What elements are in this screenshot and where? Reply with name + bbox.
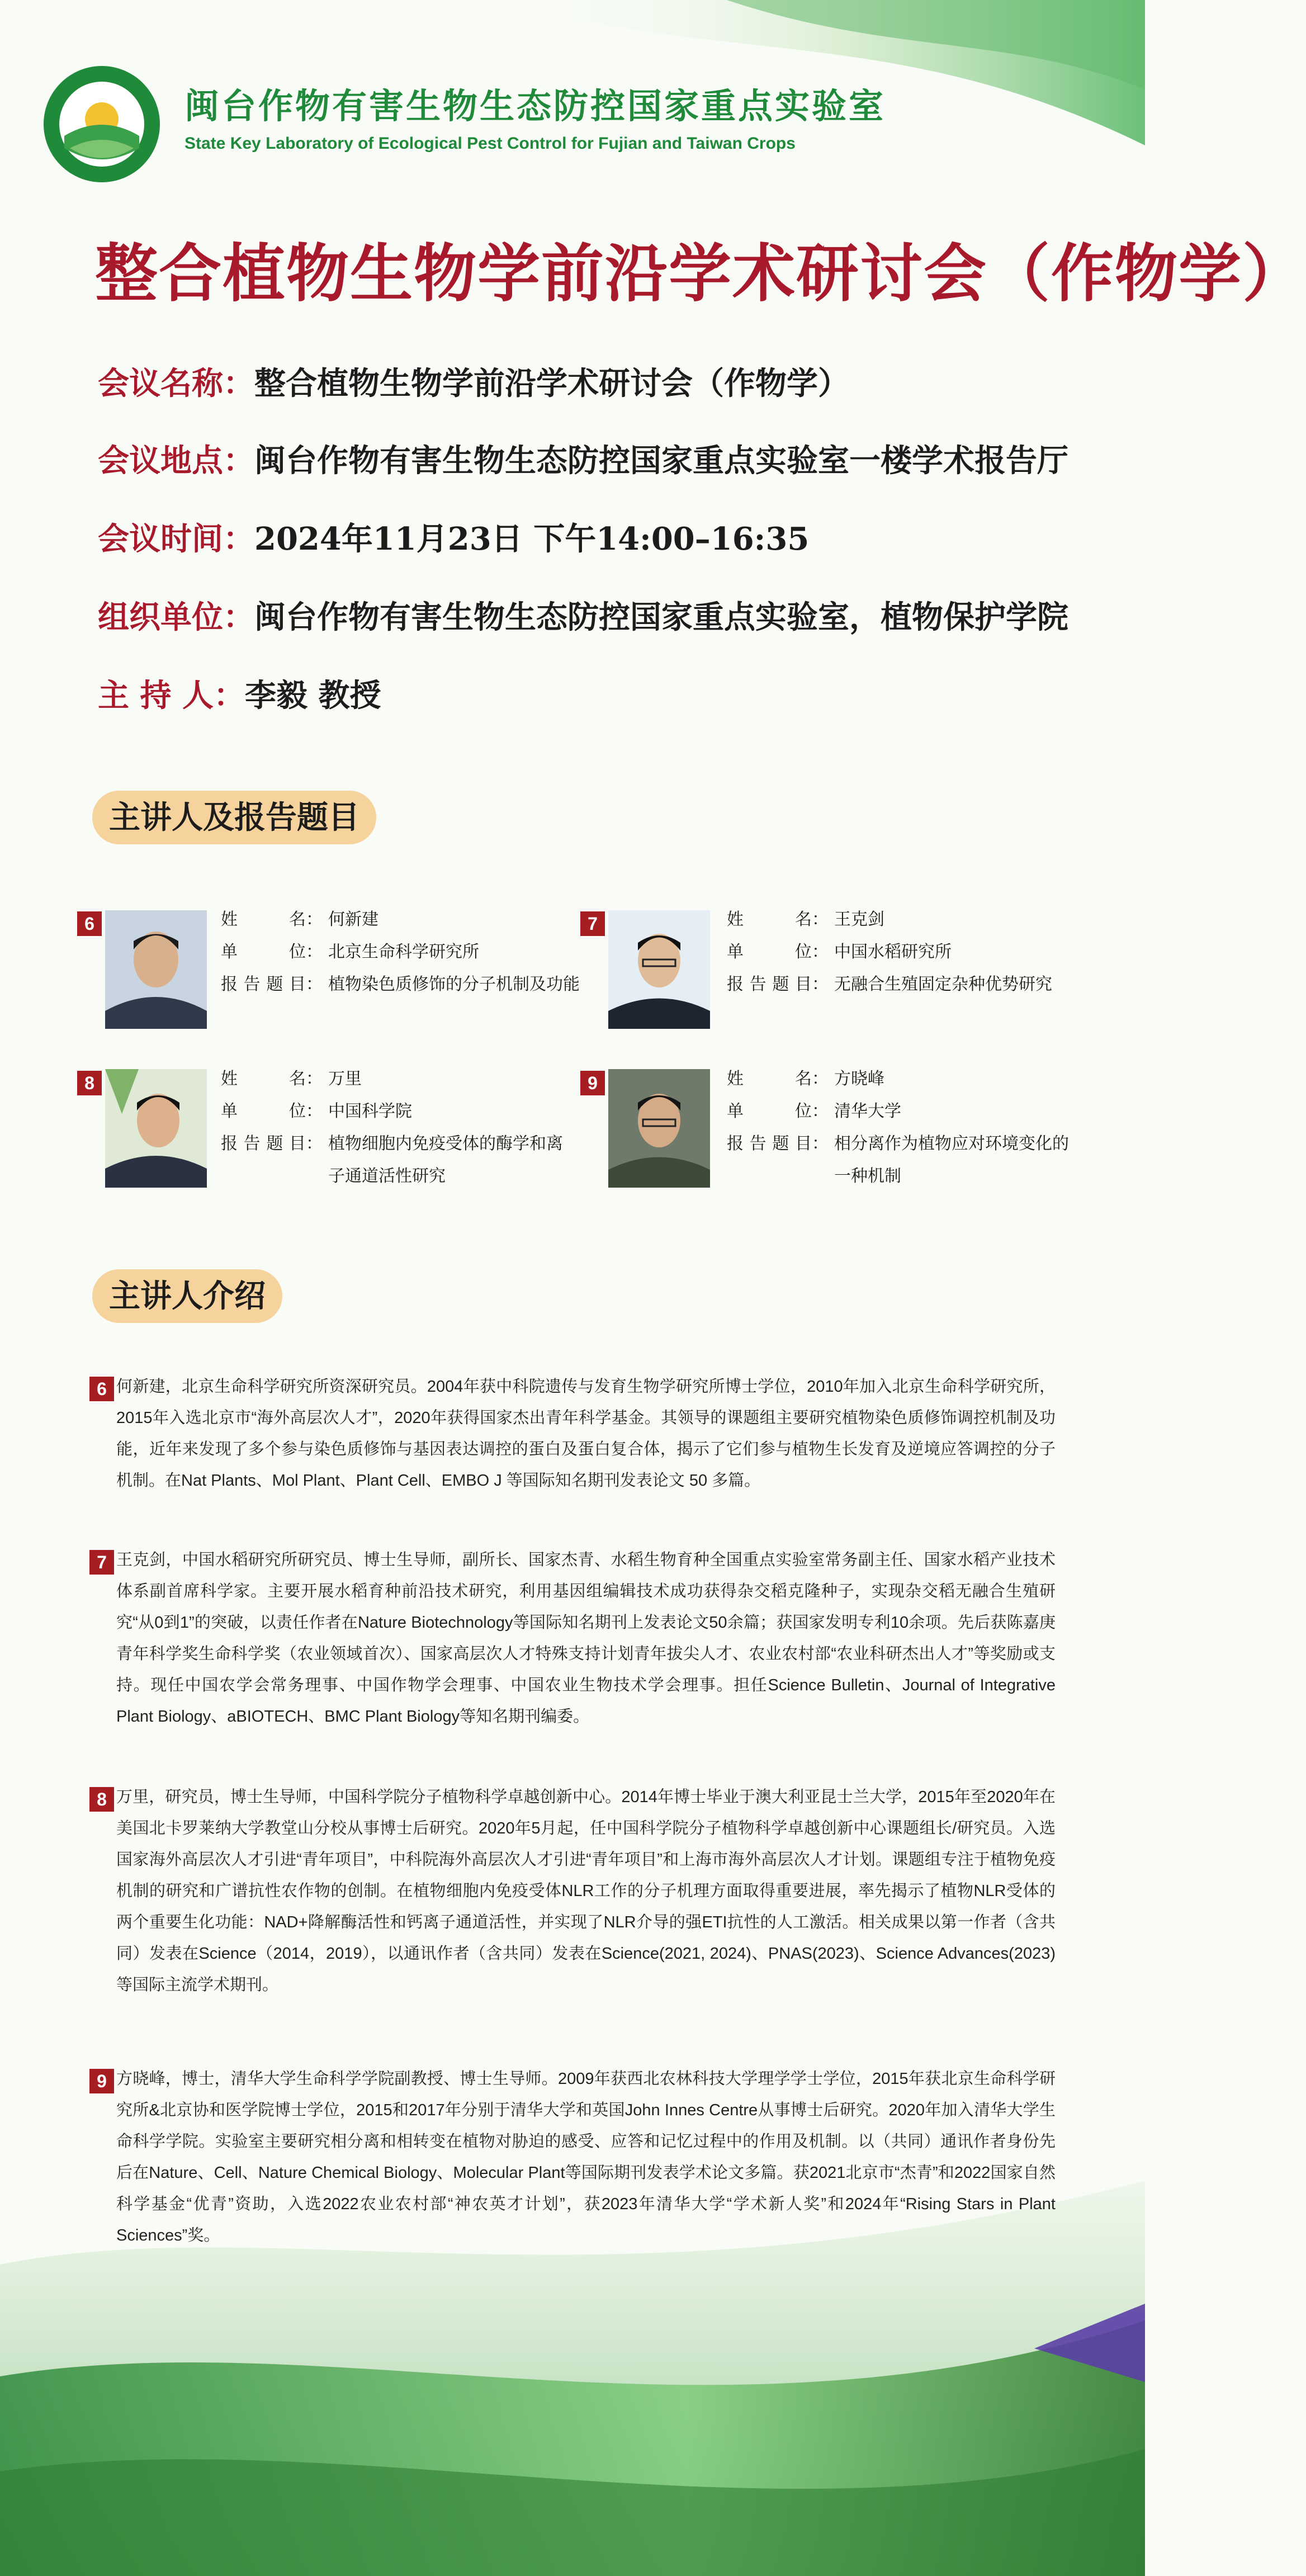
- section-speakers-heading: 主讲人及报告题目: [92, 791, 376, 844]
- info-row-name: [98, 359, 1104, 404]
- speaker-name: 何新建: [328, 910, 378, 929]
- info-row-organizer: [98, 593, 1104, 637]
- info-value: 闽台作物有害生物生态防控国家重点实验室，植物保护学院: [254, 599, 1068, 636]
- bio-number-badge: 6: [89, 1377, 114, 1401]
- speaker-unit-row: 单位： 中国水稻研究所: [727, 941, 952, 963]
- page-title: 整合植物生物学前沿学术研讨会（作物学）: [95, 237, 1306, 310]
- speaker-number-badge: 6: [77, 911, 102, 936]
- speaker-topic: 植物染色质修饰的分子机制及功能: [328, 975, 580, 994]
- field-label: 姓名: [221, 910, 306, 929]
- bio-number-badge: 9: [89, 2069, 114, 2093]
- speaker-name: 王克剑: [834, 910, 884, 929]
- speaker-topic-row: 报告题目： 植物染色质修饰的分子机制及功能: [221, 973, 580, 996]
- lab-logo: [42, 64, 162, 185]
- info-label: 会议名称：: [98, 365, 254, 402]
- speaker-photo: [608, 1069, 710, 1188]
- info-value: 李毅 教授: [245, 677, 381, 714]
- bio-number-badge: 8: [89, 1787, 114, 1812]
- field-label: 姓名: [727, 1069, 812, 1089]
- speaker-unit: 北京生命科学研究所: [328, 942, 479, 962]
- speaker-topic: 植物细胞内免疫受体的酶学和离子通道活性研究: [328, 1134, 563, 1186]
- field-label: 姓名: [221, 1069, 306, 1089]
- bio-paragraph: 万里，研究员，博士生导师，中国科学院分子植物科学卓越创新中心。2014年博士毕业于澳大利亚昆士兰大学，2015年至2020年在美国北卡罗莱纳大学教堂山分校从事博士后研究。2020年5月起，任中国科学院分子植物科学卓越创新中心课题组长/研究员。入选国家海外高层次人才引进“青年项目”，中科院海外高层次人才引进“青年项目”和上海市海外高层次人才计划。课题组专注于植物免疫机制的研究和广谱抗性农作物的创制。在植物细胞内免疫受体NLR工作的分子机理方面取得重要进展，率先揭示了植物NLR受体的两个重要生化功能：NAD+降解酶活性和钙离子通道活性，并实现了NLR介导的强ETI抗性的人工激活。相关成果以第一作者（含共同）发表在Science（2014，2019），以通讯作者（含共同）发表在Science(2021, 2024)、PNAS(2023)、Science Advances(2023)等国际主流学术期刊。: [116, 1788, 1056, 1994]
- info-value: 整合植物生物学前沿学术研讨会（作物学）: [254, 365, 849, 402]
- info-label: 组织单位：: [98, 599, 254, 636]
- speaker-unit-row: 单位： 北京生命科学研究所: [221, 941, 479, 963]
- section-intro-heading: 主讲人介绍: [92, 1269, 282, 1323]
- speaker-topic-row: 报告题目： 相分离作为植物应对环境变化的一种机制: [727, 1133, 1073, 1193]
- speaker-unit: 中国科学院: [328, 1102, 412, 1121]
- speaker-topic: 相分离作为植物应对环境变化的一种机制: [834, 1134, 1069, 1186]
- info-label: 会议时间：: [98, 521, 254, 557]
- speaker-unit: 清华大学: [834, 1102, 901, 1121]
- info-value: 2024年11月23日 下午14:00–16:35: [254, 521, 810, 557]
- field-label: 报告题目: [221, 975, 306, 994]
- info-label: 主 持 人：: [98, 677, 245, 714]
- speaker-name-row: 姓名： 何新建: [221, 909, 378, 931]
- bio-number-badge: 7: [89, 1550, 114, 1575]
- speaker-number-badge: 9: [580, 1071, 605, 1095]
- speaker-name-row: 姓名： 万里: [221, 1068, 362, 1090]
- field-label: 单位: [727, 942, 812, 962]
- info-row-host: [98, 671, 1104, 716]
- info-row-venue: [98, 436, 1104, 481]
- speaker-unit-row: 单位： 清华大学: [727, 1100, 901, 1123]
- speaker-number-badge: 7: [580, 911, 605, 936]
- field-label: 报告题目: [221, 1134, 306, 1154]
- field-label: 报告题目: [727, 975, 812, 994]
- speaker-name-row: 姓名： 王克剑: [727, 909, 884, 931]
- lab-name-en: State Key Laboratory of Ecological Pest Control for Fujian and Taiwan Crops: [184, 134, 796, 153]
- speaker-unit-row: 单位： 中国科学院: [221, 1100, 412, 1123]
- speaker-topic-row: 报告题目： 植物细胞内免疫受体的酶学和离子通道活性研究: [221, 1133, 573, 1193]
- speaker-topic: 无融合生殖固定杂种优势研究: [834, 975, 1052, 994]
- info-value: 闽台作物有害生物生态防控国家重点实验室一楼学术报告厅: [254, 442, 1068, 479]
- speaker-photo: [608, 910, 710, 1029]
- field-label: 单位: [221, 1102, 306, 1121]
- info-row-time: [98, 514, 1104, 559]
- bio-paragraph: 何新建，北京生命科学研究所资深研究员。2004年获中科院遗传与发育生物学研究所博士学位，2010年加入北京生命科学研究所，2015年入选北京市“海外高层次人才”，2020年获得国家杰出青年科学基金。其领导的课题组主要研究植物染色质修饰调控机制及功能，近年来发现了多个参与染色质修饰与基因表达调控的蛋白及蛋白复合体，揭示了它们参与植物生长发育及逆境应答调控的分子机制。在Nat Plants、Mol Plant、Plant Cell、EMBO J 等国际知名期刊发表论文 50 多篇。: [116, 1378, 1056, 1490]
- speaker-photo: [105, 1069, 207, 1188]
- field-label: 单位: [221, 942, 306, 962]
- speaker-name-row: 姓名： 方晓峰: [727, 1068, 884, 1090]
- bio-paragraph: 方晓峰，博士，清华大学生命科学学院副教授、博士生导师。2009年获西北农林科技大学理学学士学位，2015年获北京生命科学研究所&北京协和医学院博士学位，2015和2017年分别于清华大学和英国John Innes Centre从事博士后研究。2020年加入清华大学生命科学学院。实验室主要研究相分离和相转变在植物对胁迫的感受、应答和记忆过程中的作用及机制。以（共同）通讯作者身份先后在Nature、Cell、Nature Chemical Biology、Molecular Plant等国际期刊发表学术论文多篇。获2021北京市“杰青”和2022国家自然科学基金“优青”资助，入选2022农业农村部“神农英才计划”，获2023年清华大学“学术新人奖”和2024年“Rising Stars in Plant Sciences”奖。: [116, 2070, 1056, 2244]
- info-label: 会议地点：: [98, 442, 254, 479]
- speaker-number-badge: 8: [77, 1071, 102, 1095]
- field-label: 报告题目: [727, 1134, 812, 1154]
- speaker-name: 万里: [328, 1069, 362, 1089]
- speaker-name: 方晓峰: [834, 1069, 884, 1089]
- speaker-unit: 中国水稻研究所: [834, 942, 952, 962]
- field-label: 姓名: [727, 910, 812, 929]
- lab-name-cn: 闽台作物有害生物生态防控国家重点实验室: [184, 86, 886, 126]
- speaker-topic-row: 报告题目： 无融合生殖固定杂种优势研究: [727, 973, 1052, 996]
- speaker-photo: [105, 910, 207, 1029]
- bio-paragraph: 王克剑，中国水稻研究所研究员、博士生导师，副所长、国家杰青、水稻生物育种全国重点实验室常务副主任、国家水稻产业技术体系副首席科学家。主要开展水稻育种前沿技术研究，利用基因组编辑技术成功获得杂交稻克隆种子，实现杂交稻无融合生殖研究“从0到1”的突破，以责任作者在Nature Biotechnology等国际知名期刊上发表论文50余篇；获国家发明专利10余项。先后获陈嘉庚青年科学奖生命科学奖（农业领域首次）、国家高层次人才特殊支持计划青年拔尖人才、农业农村部“农业科研杰出人才”等奖励或支持。现任中国农学会常务理事、中国作物学会理事、中国农业生物技术学会理事。担任Science Bulletin、Journal of Integrative Plant Biology、aBIOTECH、BMC Plant Biology等知名期刊编委。: [116, 1551, 1056, 1726]
- field-label: 单位: [727, 1102, 812, 1121]
